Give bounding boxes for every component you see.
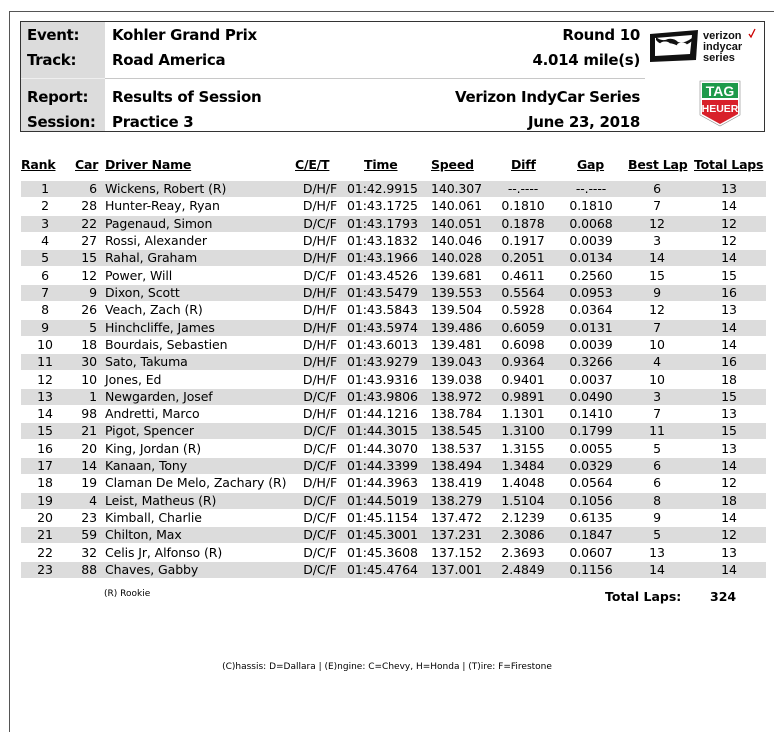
lap-time-cell: 01:45.3001 [347, 527, 418, 543]
speed-cell: 139.481 [431, 336, 482, 352]
best-lap-cell: 15 [649, 267, 665, 283]
driver-name-cell: Power, Will [105, 267, 173, 283]
driver-name-cell: Dixon, Scott [105, 284, 180, 300]
svg-text:series: series [703, 52, 735, 64]
diff-cell: 0.1810 [501, 198, 545, 214]
diff-cell: 0.5564 [501, 284, 545, 300]
table-row [21, 372, 766, 388]
rank-cell: 12 [37, 371, 53, 387]
best-lap-cell: 9 [653, 510, 661, 526]
speed-cell: 139.486 [431, 319, 482, 335]
diff-cell: 0.6059 [501, 319, 545, 335]
column-header-driver: Driver Name [105, 157, 192, 172]
rank-cell: 19 [37, 492, 53, 508]
car-number-cell: 88 [81, 562, 97, 578]
gap-cell: 0.0037 [569, 371, 613, 387]
cet-cell: D/H/F [302, 354, 338, 370]
car-number-cell: 22 [81, 215, 97, 231]
table-row [21, 475, 766, 491]
svg-text:TAG: TAG [705, 83, 735, 99]
car-number-cell: 9 [89, 284, 97, 300]
column-header-total-laps: Total Laps [694, 157, 764, 172]
best-lap-cell: 13 [649, 544, 665, 560]
table-row [21, 493, 766, 509]
speed-cell: 138.537 [431, 440, 482, 456]
column-header-speed: Speed [431, 157, 474, 172]
total-laps-cell: 16 [721, 284, 737, 300]
total-laps-cell: 13 [721, 302, 737, 318]
driver-name-cell: Chilton, Max [105, 527, 182, 543]
lap-time-cell: 01:43.4526 [347, 267, 418, 283]
cet-cell: D/H/F [302, 371, 338, 387]
table-row [21, 268, 766, 284]
gap-cell: 0.0953 [569, 284, 613, 300]
total-laps-cell: 14 [721, 336, 737, 352]
verizon-indycar-series-logo [648, 26, 760, 70]
lap-time-cell: 01:43.1832 [347, 232, 418, 248]
table-row [21, 441, 766, 457]
driver-name-cell: Kimball, Charlie [105, 510, 202, 526]
speed-cell: 139.553 [431, 284, 482, 300]
gap-cell: 0.0490 [569, 388, 613, 404]
lap-time-cell: 01:43.1793 [347, 215, 418, 231]
cet-cell: D/C/F [303, 510, 337, 526]
gap-cell: 0.1810 [569, 198, 613, 214]
best-lap-cell: 4 [653, 354, 661, 370]
diff-cell: 1.3484 [501, 458, 545, 474]
driver-name-cell: King, Jordan (R) [105, 440, 202, 456]
total-laps-cell: 15 [721, 267, 737, 283]
car-number-cell: 1 [89, 388, 97, 404]
total-laps-cell: 14 [721, 562, 737, 578]
rank-cell: 8 [41, 302, 49, 318]
diff-cell: 2.3693 [501, 544, 545, 560]
session-label: Session: [27, 113, 96, 131]
speed-cell: 139.504 [431, 302, 482, 318]
svg-text:verizon: verizon [703, 30, 742, 42]
total-laps-cell: 13 [721, 544, 737, 560]
cet-cell: D/H/F [302, 181, 338, 196]
table-row [21, 527, 766, 543]
series-name: Verizon IndyCar Series [455, 88, 640, 106]
total-laps-cell: 13 [721, 440, 737, 456]
diff-cell: 0.9891 [501, 388, 545, 404]
total-laps-cell: 12 [721, 215, 737, 231]
column-header-rank: Rank [21, 157, 56, 172]
rank-cell: 13 [37, 388, 53, 404]
gap-cell: 0.1056 [569, 492, 613, 508]
cet-cell: D/C/F [303, 215, 337, 231]
table-row [21, 337, 766, 353]
table-row [21, 285, 766, 301]
best-lap-cell: 7 [653, 198, 661, 214]
total-laps-cell: 14 [721, 198, 737, 214]
cet-cell: D/C/F [303, 492, 337, 508]
driver-name-cell: Veach, Zach (R) [105, 302, 203, 318]
cet-cell: D/C/F [303, 423, 337, 439]
diff-cell: 0.1878 [501, 215, 545, 231]
speed-cell: 138.494 [431, 458, 482, 474]
report-header [20, 21, 765, 132]
car-number-cell: 12 [81, 267, 97, 283]
car-number-cell: 59 [81, 527, 97, 543]
gap-cell: 0.0329 [569, 458, 613, 474]
speed-cell: 140.061 [431, 198, 482, 214]
table-row [21, 216, 766, 232]
table-row [21, 389, 766, 405]
speed-cell: 140.046 [431, 232, 482, 248]
lap-time-cell: 01:43.5974 [347, 319, 418, 335]
rookie-note: (R) Rookie [104, 589, 151, 599]
gap-cell: --.---- [575, 181, 607, 196]
report-label: Report: [27, 88, 89, 106]
total-laps-cell: 14 [721, 510, 737, 526]
best-lap-cell: 7 [653, 406, 661, 422]
cet-cell: D/C/F [303, 267, 337, 283]
driver-name-cell: Jones, Ed [105, 371, 162, 387]
diff-cell: 2.4849 [501, 562, 545, 578]
rank-cell: 6 [41, 267, 49, 283]
table-row [21, 423, 766, 439]
car-number-cell: 5 [89, 319, 97, 335]
lap-time-cell: 01:44.5019 [347, 492, 418, 508]
rank-cell: 14 [37, 406, 53, 422]
total-laps-cell: 15 [721, 388, 737, 404]
speed-cell: 139.681 [431, 267, 482, 283]
lap-time-cell: 01:43.9316 [347, 371, 418, 387]
speed-cell: 140.028 [431, 250, 482, 266]
car-number-cell: 20 [81, 440, 97, 456]
gap-cell: 0.1410 [569, 406, 613, 422]
table-row [21, 198, 766, 214]
speed-cell: 137.152 [431, 544, 482, 560]
cet-legend: (C)hassis: D=Dallara | (E)ngine: C=Chevy, H=Honda | (T)ire: F=Firestone [222, 662, 552, 672]
car-number-cell: 10 [81, 371, 97, 387]
rank-cell: 20 [37, 510, 53, 526]
rank-cell: 3 [41, 215, 49, 231]
cet-cell: D/C/F [303, 562, 337, 578]
column-header-gap: Gap [577, 157, 605, 172]
total-laps-cell: 13 [721, 406, 737, 422]
table-row [21, 562, 766, 578]
gap-cell: 0.0364 [569, 302, 613, 318]
driver-name-cell: Pagenaud, Simon [105, 215, 213, 231]
best-lap-cell: 10 [649, 371, 665, 387]
column-header-best-lap: Best Lap [628, 157, 688, 172]
speed-cell: 138.279 [431, 492, 482, 508]
best-lap-cell: 14 [649, 250, 665, 266]
diff-cell: 0.4611 [501, 267, 545, 283]
cet-cell: D/C/F [303, 458, 337, 474]
lap-time-cell: 01:44.3963 [347, 475, 418, 491]
rank-cell: 18 [37, 475, 53, 491]
lap-time-cell: 01:45.3608 [347, 544, 418, 560]
cet-cell: D/H/F [302, 319, 338, 335]
lap-time-cell: 01:44.1216 [347, 406, 418, 422]
rank-cell: 17 [37, 458, 53, 474]
speed-cell: 137.231 [431, 527, 482, 543]
table-row [21, 233, 766, 249]
session-date: June 23, 2018 [528, 113, 640, 131]
table-row [21, 250, 766, 266]
lap-time-cell: 01:45.1154 [347, 510, 418, 526]
driver-name-cell: Hunter-Reay, Ryan [105, 198, 220, 214]
gap-cell: 0.0131 [569, 319, 613, 335]
track-label: Track: [27, 51, 77, 69]
lap-time-cell: 01:43.5479 [347, 284, 418, 300]
car-number-cell: 18 [81, 336, 97, 352]
gap-cell: 0.1156 [569, 562, 613, 578]
best-lap-cell: 5 [653, 527, 661, 543]
car-number-cell: 19 [81, 475, 97, 491]
speed-cell: 138.419 [431, 475, 482, 491]
cet-cell: D/H/F [302, 250, 338, 266]
gap-cell: 0.0607 [569, 544, 613, 560]
total-laps-cell: 18 [721, 371, 737, 387]
column-header-diff: Diff [511, 157, 536, 172]
table-row [21, 320, 766, 336]
header-divider [21, 78, 105, 79]
rank-cell: 15 [37, 423, 53, 439]
event-label: Event: [27, 26, 80, 44]
cet-cell: D/H/F [302, 406, 338, 422]
rank-cell: 9 [41, 319, 49, 335]
lap-time-cell: 01:43.6013 [347, 336, 418, 352]
total-laps-cell: 13 [721, 181, 737, 196]
total-laps-cell: 18 [721, 492, 737, 508]
car-number-cell: 32 [81, 544, 97, 560]
round-number: Round 10 [562, 26, 640, 44]
car-number-cell: 28 [81, 198, 97, 214]
speed-cell: 138.972 [431, 388, 482, 404]
table-row [21, 458, 766, 474]
driver-name-cell: Andretti, Marco [105, 406, 200, 422]
gap-cell: 0.0039 [569, 232, 613, 248]
driver-name-cell: Bourdais, Sebastien [105, 336, 228, 352]
track-name: Road America [112, 51, 226, 69]
gap-cell: 0.3266 [569, 354, 613, 370]
table-row [21, 181, 766, 197]
lap-time-cell: 01:43.1966 [347, 250, 418, 266]
diff-cell: --.---- [507, 181, 539, 196]
diff-cell: 1.5104 [501, 492, 545, 508]
best-lap-cell: 6 [653, 475, 661, 491]
total-laps-cell: 14 [721, 250, 737, 266]
lap-time-cell: 01:43.1725 [347, 198, 418, 214]
driver-name-cell: Hinchcliffe, James [105, 319, 215, 335]
rank-cell: 7 [41, 284, 49, 300]
table-row [21, 354, 766, 370]
best-lap-cell: 12 [649, 215, 665, 231]
driver-name-cell: Rossi, Alexander [105, 232, 207, 248]
total-laps-cell: 14 [721, 458, 737, 474]
best-lap-cell: 6 [653, 458, 661, 474]
column-header-cet: C/E/T [295, 157, 330, 172]
diff-cell: 1.3155 [501, 440, 545, 456]
cet-cell: D/C/F [303, 440, 337, 456]
total-laps-cell: 14 [721, 319, 737, 335]
rank-cell: 22 [37, 544, 53, 560]
gap-cell: 0.0039 [569, 336, 613, 352]
header-divider [105, 78, 645, 79]
svg-text:HEUER: HEUER [701, 103, 739, 115]
rank-cell: 11 [37, 354, 53, 370]
lap-time-cell: 01:45.4764 [347, 562, 418, 578]
car-number-cell: 98 [81, 406, 97, 422]
driver-name-cell: Chaves, Gabby [105, 562, 199, 578]
lap-time-cell: 01:44.3070 [347, 440, 418, 456]
speed-cell: 138.784 [431, 406, 482, 422]
gap-cell: 0.0134 [569, 250, 613, 266]
best-lap-cell: 10 [649, 336, 665, 352]
report-name: Results of Session [112, 88, 262, 106]
car-number-cell: 6 [89, 181, 97, 196]
car-number-cell: 14 [81, 458, 97, 474]
speed-cell: 137.472 [431, 510, 482, 526]
total-laps-value: 324 [710, 589, 737, 604]
diff-cell: 0.9401 [501, 371, 545, 387]
car-number-cell: 27 [81, 232, 97, 248]
car-number-cell: 15 [81, 250, 97, 266]
table-row [21, 545, 766, 561]
lap-time-cell: 01:44.3399 [347, 458, 418, 474]
speed-cell: 140.051 [431, 215, 482, 231]
car-number-cell: 23 [81, 510, 97, 526]
gap-cell: 0.0564 [569, 475, 613, 491]
gap-cell: 0.0055 [569, 440, 613, 456]
lap-time-cell: 01:43.5843 [347, 302, 418, 318]
rank-cell: 2 [41, 198, 49, 214]
rank-cell: 5 [41, 250, 49, 266]
rank-cell: 10 [37, 336, 53, 352]
cet-cell: D/H/F [302, 336, 338, 352]
lap-time-cell: 01:42.9915 [347, 181, 418, 196]
driver-name-cell: Claman De Melo, Zachary (R) [105, 475, 287, 491]
driver-name-cell: Kanaan, Tony [105, 458, 188, 474]
cet-cell: D/H/F [302, 302, 338, 318]
best-lap-cell: 14 [649, 562, 665, 578]
rank-cell: 4 [41, 232, 49, 248]
diff-cell: 0.1917 [501, 232, 545, 248]
cet-cell: D/H/F [302, 198, 338, 214]
table-row [21, 302, 766, 318]
session-name: Practice 3 [112, 113, 194, 131]
diff-cell: 0.5928 [501, 302, 545, 318]
diff-cell: 0.2051 [501, 250, 545, 266]
total-laps-cell: 12 [721, 527, 737, 543]
diff-cell: 0.9364 [501, 354, 545, 370]
diff-cell: 1.4048 [501, 475, 545, 491]
diff-cell: 1.3100 [501, 423, 545, 439]
best-lap-cell: 9 [653, 284, 661, 300]
svg-text:indycar: indycar [703, 41, 743, 53]
best-lap-cell: 8 [653, 492, 661, 508]
lap-time-cell: 01:43.9806 [347, 388, 418, 404]
rank-cell: 21 [37, 527, 53, 543]
total-laps-cell: 16 [721, 354, 737, 370]
gap-cell: 0.1847 [569, 527, 613, 543]
diff-cell: 2.1239 [501, 510, 545, 526]
track-length: 4.014 mile(s) [532, 51, 640, 69]
best-lap-cell: 11 [649, 423, 665, 439]
column-header-time: Time [364, 157, 398, 172]
driver-name-cell: Leist, Matheus (R) [105, 492, 217, 508]
gap-cell: 0.6135 [569, 510, 613, 526]
cet-cell: D/C/F [303, 544, 337, 560]
cet-cell: D/H/F [302, 284, 338, 300]
rank-cell: 1 [41, 181, 49, 196]
cet-cell: D/C/F [303, 527, 337, 543]
diff-cell: 0.6098 [501, 336, 545, 352]
cet-cell: D/H/F [302, 232, 338, 248]
total-laps-cell: 15 [721, 423, 737, 439]
table-row [21, 406, 766, 422]
car-number-cell: 4 [89, 492, 97, 508]
speed-cell: 140.307 [431, 181, 482, 196]
diff-cell: 1.1301 [501, 406, 545, 422]
cet-cell: D/C/F [303, 388, 337, 404]
total-laps-cell: 12 [721, 232, 737, 248]
rank-cell: 23 [37, 562, 53, 578]
tag-heuer-logo [697, 79, 743, 127]
speed-cell: 138.545 [431, 423, 482, 439]
driver-name-cell: Celis Jr, Alfonso (R) [105, 544, 223, 560]
car-number-cell: 26 [81, 302, 97, 318]
table-row [21, 510, 766, 526]
lap-time-cell: 01:44.3015 [347, 423, 418, 439]
car-number-cell: 21 [81, 423, 97, 439]
column-header-car: Car [75, 157, 99, 172]
total-laps-cell: 12 [721, 475, 737, 491]
gap-cell: 0.2560 [569, 267, 613, 283]
driver-name-cell: Wickens, Robert (R) [105, 181, 227, 196]
best-lap-cell: 3 [653, 232, 661, 248]
best-lap-cell: 6 [653, 181, 661, 196]
speed-cell: 137.001 [431, 562, 482, 578]
total-laps-label: Total Laps: [605, 589, 682, 604]
diff-cell: 2.3086 [501, 527, 545, 543]
speed-cell: 139.043 [431, 354, 482, 370]
best-lap-cell: 7 [653, 319, 661, 335]
driver-name-cell: Sato, Takuma [105, 354, 188, 370]
driver-name-cell: Rahal, Graham [105, 250, 198, 266]
rank-cell: 16 [37, 440, 53, 456]
event-name: Kohler Grand Prix [112, 26, 257, 44]
driver-name-cell: Pigot, Spencer [105, 423, 194, 439]
gap-cell: 0.0068 [569, 215, 613, 231]
speed-cell: 139.038 [431, 371, 482, 387]
car-number-cell: 30 [81, 354, 97, 370]
driver-name-cell: Newgarden, Josef [105, 388, 213, 404]
best-lap-cell: 5 [653, 440, 661, 456]
best-lap-cell: 3 [653, 388, 661, 404]
gap-cell: 0.1799 [569, 423, 613, 439]
best-lap-cell: 12 [649, 302, 665, 318]
lap-time-cell: 01:43.9279 [347, 354, 418, 370]
cet-cell: D/H/F [302, 475, 338, 491]
